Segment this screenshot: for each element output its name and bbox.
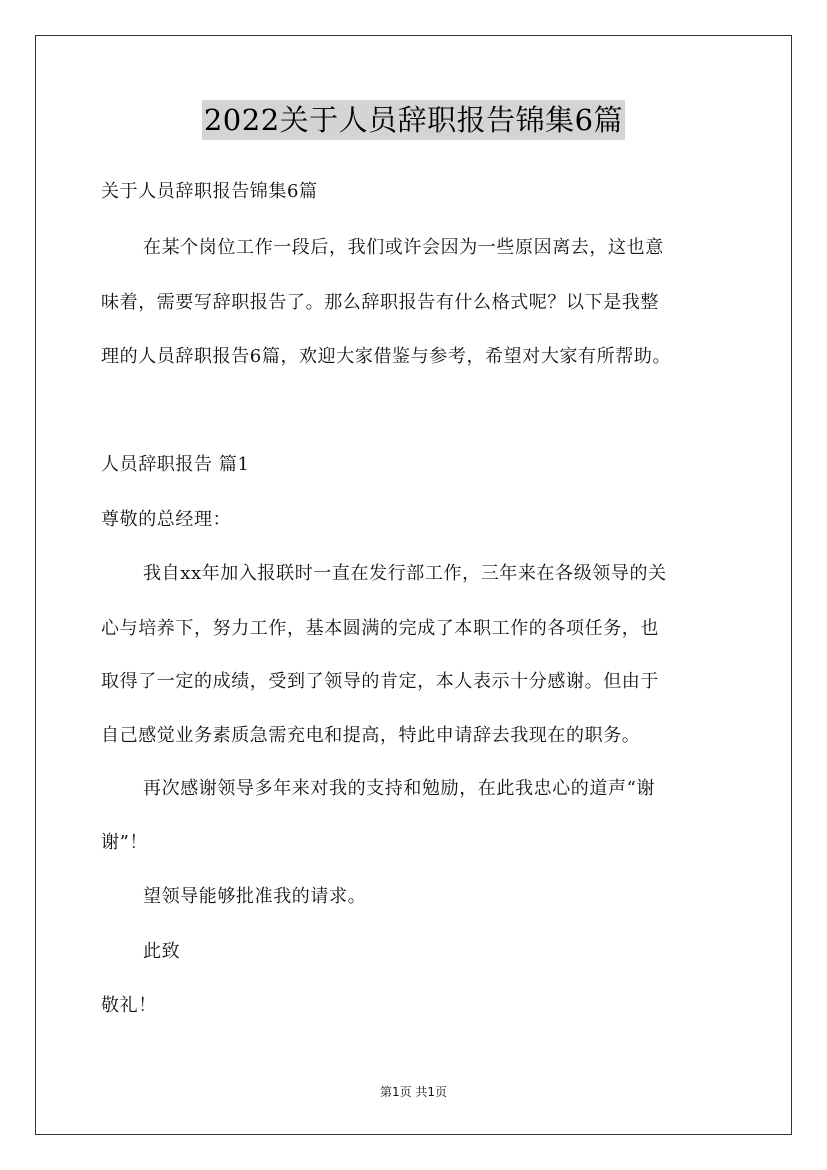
- page-number: 第1页 共1页: [379, 1085, 448, 1099]
- document-title: 2022关于人员辞职报告锦集6篇: [202, 100, 625, 140]
- document-subtitle: 关于人员辞职报告锦集6篇: [101, 181, 318, 202]
- intro-line: 味着，需要写辞职报告了。那么辞职报告有什么格式呢？以下是我整: [101, 292, 659, 313]
- closing-line: 敬礼！: [101, 995, 157, 1016]
- intro-line: 理的人员辞职报告6篇，欢迎大家借鉴与参考，希望对大家有所帮助。: [101, 346, 672, 367]
- body-line: 谢”！: [101, 832, 149, 853]
- body-line: 心与培养下，努力工作，基本圆满的完成了本职工作的各项任务，也: [101, 618, 659, 639]
- intro-line: 在某个岗位工作一段后，我们或许会因为一些原因离去，这也意: [143, 237, 664, 258]
- section-heading: 人员辞职报告 篇1: [101, 454, 250, 475]
- body-line: 自己感觉业务素质急需充电和提高，特此申请辞去我现在的职务。: [101, 725, 641, 746]
- body-line: 取得了一定的成绩，受到了领导的肯定，本人表示十分感谢。但由于: [101, 671, 659, 692]
- title-block: [0, 100, 827, 140]
- body-line: 再次感谢领导多年来对我的支持和勉励，在此我忠心的道声“谢: [143, 778, 655, 799]
- body-line: 望领导能够批准我的请求。: [143, 886, 367, 907]
- salutation: 尊敬的总经理：: [101, 509, 232, 530]
- closing-line: 此致: [143, 941, 181, 962]
- body-line: 我自xx年加入报联时一直在发行部工作，三年来在各级领导的关: [143, 563, 667, 584]
